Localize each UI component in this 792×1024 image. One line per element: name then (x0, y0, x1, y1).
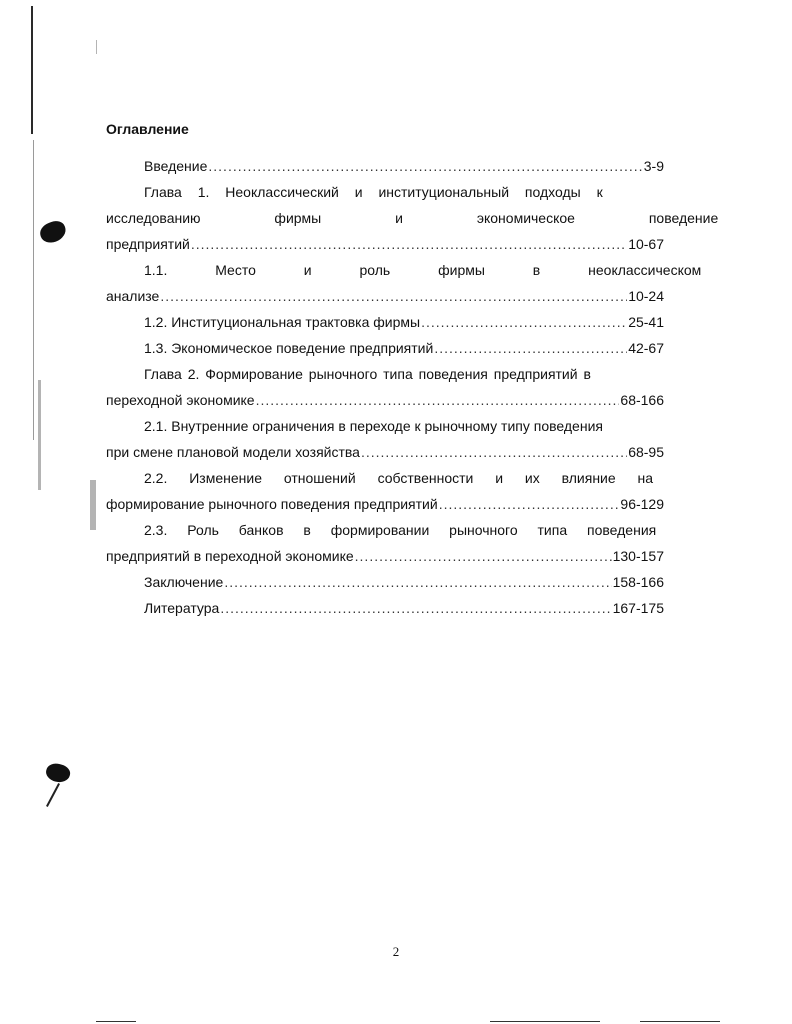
toc-entry (106, 517, 664, 569)
toc-entry-title-line: Глава 1. Неоклассический и институциональный подходы к (144, 184, 603, 200)
toc-entry-pages: 3-9 (643, 158, 664, 174)
toc-entry-pages: 25-41 (628, 314, 664, 330)
toc-entry-title-line: анализе (106, 288, 160, 304)
dot-leader (224, 569, 611, 595)
toc-entry (106, 595, 664, 621)
toc-entry-pages: 167-175 (612, 600, 664, 616)
toc-entry-title-line: 1.1. Место и роль фирмы в неоклассическом (144, 262, 702, 278)
toc-entry-title: 1.3. Экономическое поведение предприятий (144, 340, 434, 356)
toc-entry-title-line: 2.2. Изменение отношений собственности и их влияние на (144, 470, 654, 486)
dot-leader (434, 335, 627, 361)
ink-mark (46, 783, 60, 807)
toc-entry (106, 361, 664, 413)
toc-entry (106, 569, 664, 595)
dot-leader (160, 283, 627, 309)
ink-blot (37, 218, 68, 246)
scan-edge-line (31, 6, 33, 134)
toc-entry-pages: 68-95 (628, 444, 664, 460)
toc-entry-title: 1.2. Институциональная трактовка фирмы (144, 314, 421, 330)
scan-edge-line (96, 1021, 136, 1022)
dot-leader (256, 387, 620, 413)
toc-entry-title-line: Глава 2. Формирование рыночного типа поведения предприятий в (144, 366, 591, 382)
scan-noise (38, 380, 41, 490)
scan-noise (96, 40, 97, 54)
toc-entry (106, 179, 719, 257)
toc-entry-title-line: исследованию фирмы и экономическое поведение (106, 210, 719, 226)
toc-entry-pages: 130-157 (612, 548, 664, 564)
toc-entry (106, 465, 664, 517)
toc-entry (106, 335, 664, 361)
table-of-contents (106, 153, 719, 621)
toc-entry-title-line: переходной экономике (106, 392, 255, 408)
toc-entry-title-line: предприятий в переходной экономике (106, 548, 354, 564)
ink-blot (44, 761, 72, 785)
toc-entry (106, 413, 664, 465)
scan-noise (90, 480, 96, 530)
scan-edge-line (490, 1021, 600, 1022)
scan-edge-line-faint (33, 140, 34, 440)
toc-entry-title-line: при смене плановой модели хозяйства (106, 444, 360, 460)
toc-entry (106, 257, 702, 309)
dot-leader (355, 543, 612, 569)
dot-leader (421, 309, 627, 335)
toc-entry-pages: 68-166 (620, 392, 664, 408)
toc-entry-title-line: 2.3. Роль банков в формировании рыночного типа поведения (144, 522, 657, 538)
toc-entry-title-line: 2.1. Внутренние ограничения в переходе к рыночному типу поведения (144, 418, 603, 434)
dot-leader (208, 153, 642, 179)
dot-leader (191, 231, 627, 257)
toc-entry (106, 153, 664, 179)
toc-entry-title: Введение (144, 158, 208, 174)
toc-entry-pages: 42-67 (628, 340, 664, 356)
toc-entry-title: Заключение (144, 574, 224, 590)
dot-leader (220, 595, 611, 621)
toc-heading: Оглавление (106, 121, 189, 137)
toc-entry-title-line: предприятий (106, 236, 190, 252)
dot-leader (439, 491, 620, 517)
toc-entry-title: Литература (144, 600, 220, 616)
toc-entry (106, 309, 664, 335)
toc-entry-pages: 96-129 (620, 496, 664, 512)
page-number: 2 (392, 944, 400, 959)
toc-entry-pages: 158-166 (612, 574, 664, 590)
toc-entry-title-line: формирование рыночного поведения предприятий (106, 496, 438, 512)
dot-leader (361, 439, 627, 465)
toc-entry-pages: 10-24 (628, 288, 664, 304)
scan-edge-line (640, 1021, 720, 1022)
toc-entry-pages: 10-67 (628, 236, 664, 252)
